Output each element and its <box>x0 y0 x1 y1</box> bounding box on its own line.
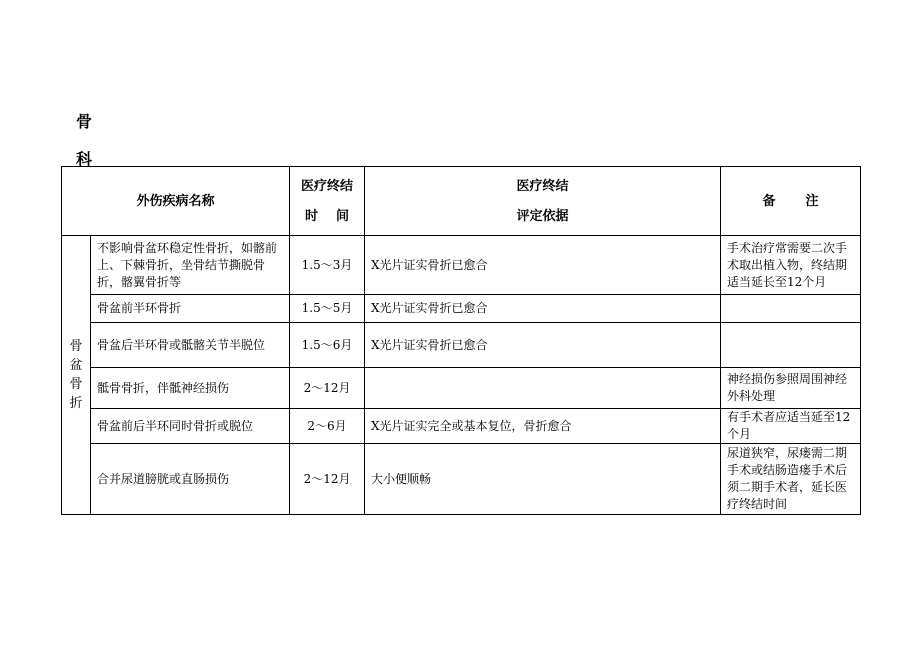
row-period: 1.5～6月 <box>290 323 365 368</box>
table-row <box>62 323 861 368</box>
row-basis: X光片证实骨折已愈合 <box>365 323 721 368</box>
row-note: 有手术者应适当延至12个月 <box>721 409 861 444</box>
table-row <box>62 444 861 515</box>
header-note <box>721 167 861 236</box>
row-note: 神经损伤参照周围神经外科处理 <box>721 368 861 409</box>
header-period-line1: 医疗终结 <box>301 178 354 194</box>
header-basis-line1: 医疗终结 <box>516 178 569 194</box>
header-name: 外伤疾病名称 <box>62 167 290 236</box>
row-period: 2～12月 <box>290 444 365 515</box>
header-basis-line2: 评定依据 <box>516 208 569 224</box>
header-note-a: 备 <box>762 193 776 209</box>
injury-table <box>61 166 861 515</box>
department-title-char-1: 骨 <box>76 112 93 131</box>
row-basis: X光片证实骨折已愈合 <box>365 295 721 323</box>
row-name: 不影响骨盆环稳定性骨折，如髂前上、下棘骨折，坐骨结节撕脱骨折，髂翼骨折等 <box>91 236 290 295</box>
row-basis: 大小便顺畅 <box>365 444 721 515</box>
row-basis: X光片证实完全或基本复位，骨折愈合 <box>365 409 721 444</box>
row-period: 1.5～5月 <box>290 295 365 323</box>
row-note: 手术治疗常需要二次手术取出植入物，终结期适当延长至12个月 <box>721 236 861 295</box>
table-row <box>62 295 861 323</box>
group-label-cell <box>62 236 91 515</box>
department-title-char-2: 科 <box>76 150 93 169</box>
row-period: 2～6月 <box>290 409 365 444</box>
row-note <box>721 323 861 368</box>
row-basis <box>365 368 721 409</box>
header-period-line2: 时 间 <box>304 208 350 224</box>
header-basis <box>365 167 721 236</box>
row-name: 骨盆前半环骨折 <box>91 295 290 323</box>
table-row <box>62 368 861 409</box>
table-row <box>62 409 861 444</box>
row-name: 合并尿道膀胱或直肠损伤 <box>91 444 290 515</box>
table-row <box>62 236 861 295</box>
header-period <box>290 167 365 236</box>
row-basis: X光片证实骨折已愈合 <box>365 236 721 295</box>
group-label: 骨盆骨折 <box>69 339 83 411</box>
row-note: 尿道狭窄，尿瘘需二期手术或结肠造瘘手术后须二期手术者，延长医疗终结时间 <box>721 444 861 515</box>
row-period: 2～12月 <box>290 368 365 409</box>
row-period: 1.5～3月 <box>290 236 365 295</box>
header-note-b: 注 <box>805 193 819 209</box>
row-name: 骨盆后半环骨或骶髂关节半脱位 <box>91 323 290 368</box>
row-name: 骨盆前后半环同时骨折或脱位 <box>91 409 290 444</box>
header-row <box>62 167 861 236</box>
row-name: 骶骨骨折，伴骶神经损伤 <box>91 368 290 409</box>
row-note <box>721 295 861 323</box>
